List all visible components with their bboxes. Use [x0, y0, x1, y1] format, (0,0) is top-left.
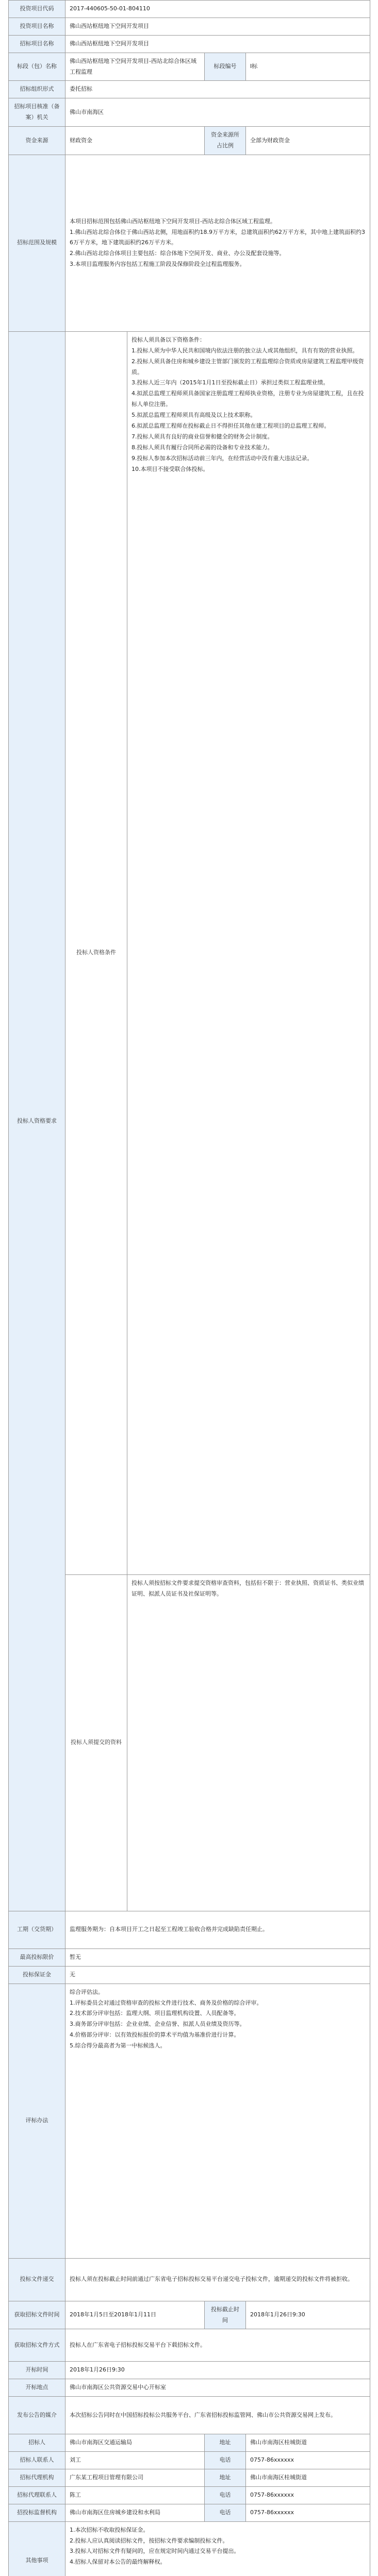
value-agency-phone: 0757-86xxxxxx: [246, 2486, 370, 2504]
label-contact-phone: 电话: [205, 2452, 246, 2469]
label-evaluation: 评标办法: [9, 1984, 65, 2258]
value-bid-deadline: 2018年1月26日9:30: [246, 2301, 370, 2329]
label-publication: 发布公告的媒介: [9, 2397, 65, 2434]
row-submission: [9, 2258, 370, 2301]
value-opening-place: 佛山市南海区公共资源交易中心开标室: [65, 2379, 370, 2397]
label-tenderee-address: 地址: [205, 2434, 246, 2452]
value-agency: 广东某工程项目管理有限公司: [65, 2469, 205, 2487]
label-section: 标段（包）名称: [9, 53, 65, 81]
row-approval: [9, 98, 370, 127]
value-contact-phone: 0757-86xxxxxx: [246, 2452, 370, 2469]
label-agency-phone: 电话: [205, 2486, 246, 2504]
row-qualification-1: [9, 331, 370, 1574]
row-publication: [9, 2397, 370, 2434]
label-qualification-conditions: 投标人资格条件: [65, 331, 127, 1574]
label-opening-place: 开标地点: [9, 2379, 65, 2397]
row-agency: [9, 2469, 370, 2487]
label-tender-name: 招标项目名称: [9, 35, 65, 53]
label-tenderee: 招标人: [9, 2434, 65, 2452]
row-period: [9, 1911, 370, 1948]
label-price-limit: 最高投标限价: [9, 1948, 65, 1966]
label-funding-ratio: 资金来源所占比例: [205, 127, 246, 155]
row-price-limit: [9, 1948, 370, 1966]
value-other: 1.本次招标不收取投标保证金。 2.投标人应认真阅读招标文件，按招标文件要求编制投标文件。 3.投标人对招标文件有疑问的，应在规定时间内通过交易平台提出。 4.招标人保留对本公告的最终解释权。: [65, 2521, 370, 2576]
label-bid-bond: 投标保证金: [9, 1966, 65, 1984]
row-deadline: [9, 2301, 370, 2329]
row-funding: [9, 127, 370, 155]
label-agency-contact: 招标代理联系人: [9, 2486, 65, 2504]
row-project-name: [9, 18, 370, 35]
label-project-code: 投资项目代码: [9, 1, 65, 18]
value-project-name: 佛山西站枢纽地下空间开发项目: [65, 18, 370, 35]
value-agency-contact: 陈工: [65, 2486, 205, 2504]
label-supervisor: 招投标监督机构: [9, 2504, 65, 2521]
value-org-form: 委托招标: [65, 81, 370, 98]
row-tender-name: [9, 35, 370, 53]
value-tender-name: 佛山西站枢纽地下空间开发项目: [65, 35, 370, 53]
row-other: [9, 2521, 370, 2576]
value-supervisor-phone: 0757-86xxxxxx: [246, 2504, 370, 2521]
label-agency: 招标代理机构: [9, 2469, 65, 2487]
value-tenderee: 佛山市南海区交通运输局: [65, 2434, 205, 2452]
value-file-time: 2018年1月5日至2018年1月11日: [65, 2301, 205, 2329]
value-qualification-materials: 投标人须按招标文件要求提交资格审查资料，包括但不限于：营业执照、资质证书、类似业绩证明、拟派人员证书及社保证明等。: [127, 1574, 370, 1911]
value-project-code: 2017-440605-50-01-804110: [65, 1, 370, 18]
label-bid-deadline: 投标截止时间: [205, 2301, 246, 2329]
value-scope: 本项目招标范围包括佛山西站枢纽地下空间开发项目-西站北综合体区域工程监理。 1.佛山西站北综合体位于佛山西站北侧，用地面积约18.9万平方米，总建筑面积约62万平方米，其中地上建筑面积约36万平方米，地下建筑面积约26万平方米。 2.佛山西站北综合体项目主要包括：综合体地下空间开发、商业、办公及配套设施等。 3.本项目监理服务内容包括工程施工阶段及保修阶段全过程监理服务。: [65, 155, 370, 331]
value-funding: 财政资金: [65, 127, 205, 155]
label-other: 其他事项: [9, 2521, 65, 2576]
value-funding-ratio: 全部为财政资金: [246, 127, 370, 155]
row-opening-place: [9, 2379, 370, 2397]
row-evaluation: [9, 1984, 370, 2258]
label-agency-address: 地址: [205, 2469, 246, 2487]
label-section-code: 标段编号: [205, 53, 246, 81]
label-file-time: 获取招标文件时间: [9, 2301, 65, 2329]
value-publication: 本次招标公告同时在中国招标投标公共服务平台、广东省招标投标监管网、佛山市公共资源交易网上发布。: [65, 2397, 370, 2434]
value-section-code: I标: [246, 53, 370, 81]
row-bid-bond: [9, 1966, 370, 1984]
label-opening-time: 开标时间: [9, 2362, 65, 2379]
value-contact: 刘工: [65, 2452, 205, 2469]
label-funding: 资金来源: [9, 127, 65, 155]
row-scope: [9, 155, 370, 331]
row-project-code: [9, 1, 370, 18]
value-file-method: 投标人在广东省电子招标投标交易平台下载招标文件。: [65, 2329, 370, 2362]
label-approval: 招标项目核准（备案）机关: [9, 98, 65, 127]
value-agency-address: 佛山市南海区桂城街道: [246, 2469, 370, 2487]
value-section: 佛山西站枢纽地下空间开发项目-西站北综合体区域工程监理: [65, 53, 205, 81]
row-file-method: [9, 2329, 370, 2362]
label-scope: 招标范围及规模: [9, 155, 65, 331]
row-opening-time: [9, 2362, 370, 2379]
value-bid-bond: 无: [65, 1966, 370, 1984]
value-approval: 佛山市南海区: [65, 98, 370, 127]
row-supervisor: [9, 2504, 370, 2521]
row-agency-contact: [9, 2486, 370, 2504]
label-qualification: 投标人资格要求: [9, 331, 65, 1911]
row-contact: [9, 2452, 370, 2469]
label-project-name: 投资项目名称: [9, 18, 65, 35]
value-opening-time: 2018年1月26日9:30: [65, 2362, 370, 2379]
label-supervisor-phone: 电话: [205, 2504, 246, 2521]
value-evaluation: 综合评估法。 1.评标委员会对通过资格审查的投标文件进行技术、商务及价格的综合评审。 2.技术部分评审包括：监理大纲、项目监理机构设置、人员配备等。 3.商务部分评审包括：企业业绩、企业信誉、拟派人员业绩及资历等。 4.价格部分评审：以有效投标报价的算术平均值为基准价进行计算。 5.综合得分最高者为第一中标候选人。: [65, 1984, 370, 2258]
label-submission: 投标文件递交: [9, 2258, 65, 2301]
label-qualification-materials: 投标人须提交的资料: [65, 1574, 127, 1911]
value-tenderee-address: 佛山市南海区桂城街道: [246, 2434, 370, 2452]
label-period: 工期（交货期）: [9, 1911, 65, 1948]
value-qualification-conditions: 投标人须具备以下资格条件： 1.投标人须为中华人民共和国境内依法注册的独立法人或其他组织，具有有效的营业执照。 2.投标人须具备住房和城乡建设主管部门颁发的工程监理综合资质或房屋建筑工程监理甲级资质。 3.投标人近三年内（2015年1月1日至投标截止日）承担过类似工程监理业绩。 4.拟派总监理工程师须具备国家注册监理工程师执业资格，注册专业为房屋建筑工程，且在投标人单位注册。 5.拟派总监理工程师须具有高级及以上技术职称。 6.拟派总监理工程师在投标截止日不得担任其他在建工程项目的总监理工程师。 7.投标人须具有良好的商业信誉和健全的财务会计制度。 8.投标人须具有履行合同所必需的设备和专业技术能力。 9.投标人参加本次招标活动前三年内，在经营活动中没有重大违法记录。 10.本项目不接受联合体投标。: [127, 331, 370, 1574]
value-submission: 投标人须在投标截止时间前通过广东省电子招标投标交易平台递交电子投标文件，逾期递交的投标文件将被拒收。: [65, 2258, 370, 2301]
row-tenderee: [9, 2434, 370, 2452]
value-period: 监理服务期为：自本项目开工之日起至工程竣工验收合格并完成缺陷责任期止。: [65, 1911, 370, 1948]
label-file-method: 获取招标文件方式: [9, 2329, 65, 2362]
row-org-form: [9, 81, 370, 98]
tender-info-table: [8, 0, 370, 2576]
label-contact: 招标人联系人: [9, 2452, 65, 2469]
label-org-form: 招标组织形式: [9, 81, 65, 98]
row-section: [9, 53, 370, 81]
value-price-limit: 暂无: [65, 1948, 370, 1966]
value-supervisor: 佛山市南海区住房城乡建设和水利局: [65, 2504, 205, 2521]
